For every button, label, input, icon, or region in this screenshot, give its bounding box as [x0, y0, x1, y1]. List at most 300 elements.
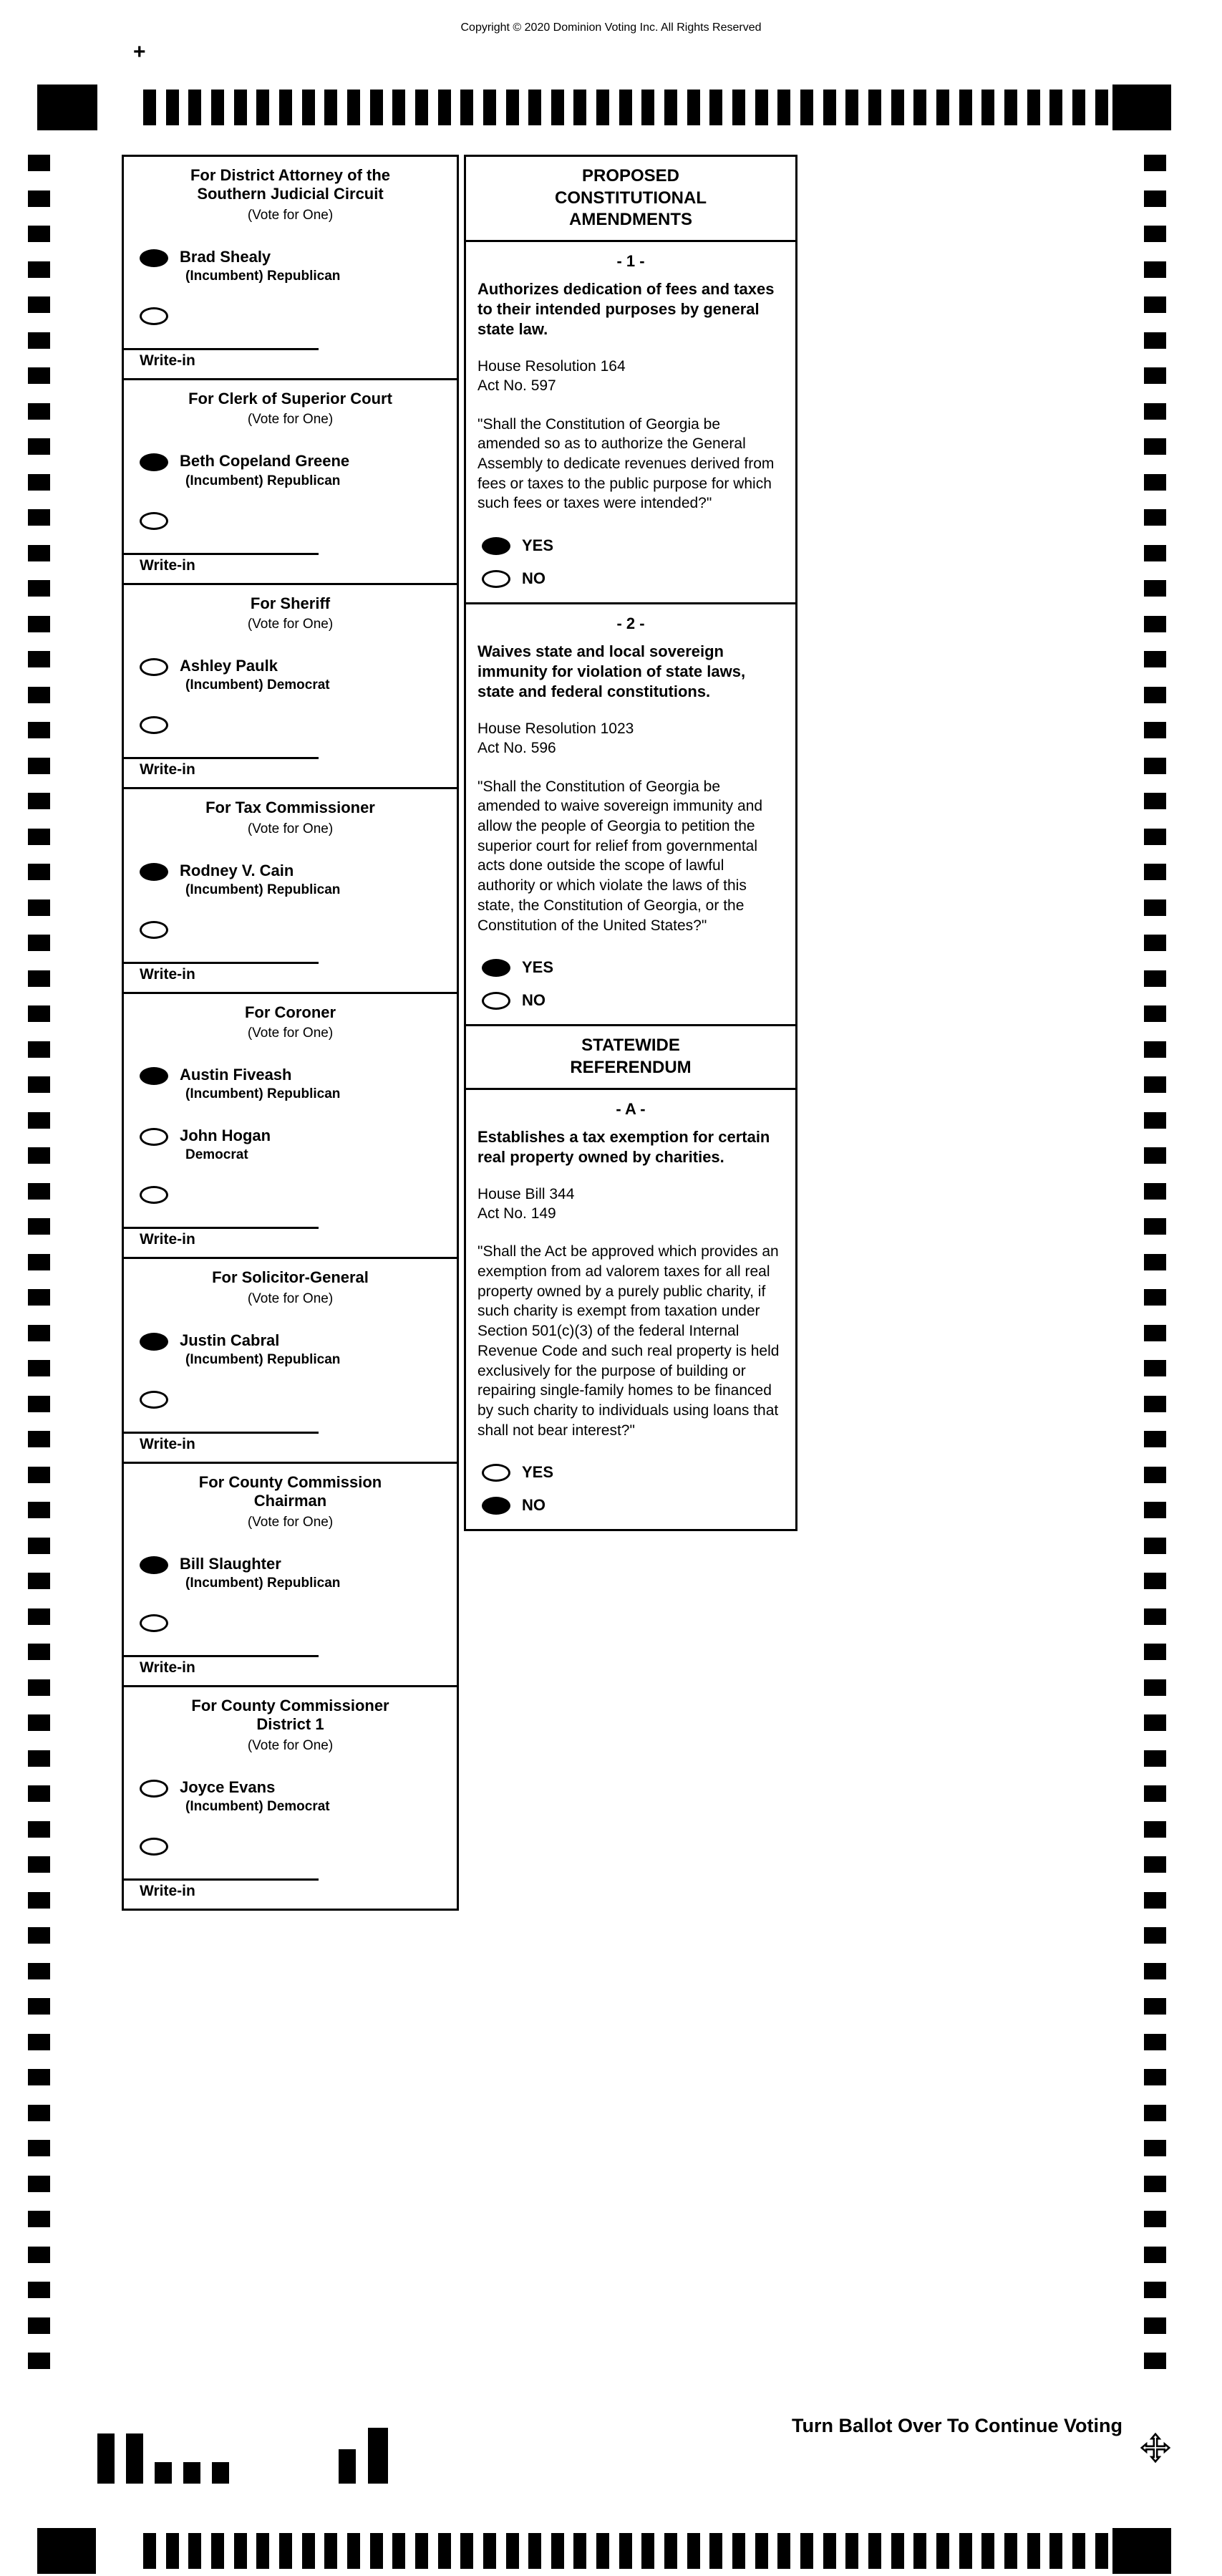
timing-mark [1144, 651, 1166, 667]
copyright-text: Copyright © 2020 Dominion Voting Inc. All Rights Reserved [460, 21, 762, 34]
timing-mark [28, 970, 50, 987]
empty-option-row [124, 1391, 457, 1409]
timing-mark [1144, 1963, 1166, 1979]
timing-mark [528, 90, 541, 125]
timing-mark [1144, 793, 1166, 809]
timing-block-bottom-left [37, 2528, 96, 2574]
candidate-detail: (Incumbent) Democrat [185, 677, 330, 693]
timing-mark [28, 1396, 50, 1412]
contest-title: For District Attorney of the Southern Judicial Circuit [190, 166, 391, 203]
timing-mark [1004, 90, 1017, 125]
empty-option-oval[interactable] [140, 307, 168, 325]
timing-mark [1144, 1289, 1166, 1306]
empty-option-oval[interactable] [140, 921, 168, 939]
timing-mark [143, 2533, 156, 2569]
candidate-detail: (Incumbent) Republican [185, 1576, 341, 1591]
timing-mark [1144, 545, 1166, 561]
measure-reference-line: Act No. 149 [477, 1205, 556, 1222]
measure-section-header [464, 155, 797, 242]
timing-mark [551, 2533, 564, 2569]
ballot-id-mark [126, 2433, 143, 2484]
write-in-line[interactable] [124, 553, 319, 555]
timing-mark [302, 90, 315, 125]
vote-for-instruction: (Vote for One) [247, 1291, 334, 1306]
candidate-oval[interactable] [140, 1128, 168, 1146]
vote-for-instruction: (Vote for One) [247, 616, 334, 632]
candidate-text [180, 1332, 340, 1368]
measure-references [477, 719, 784, 758]
contest [122, 155, 459, 380]
measure-summary: Authorizes dedication of fees and taxes to their intended purposes by general state law. [477, 280, 775, 339]
timing-mark [868, 90, 881, 125]
timing-mark [1049, 90, 1062, 125]
empty-option-oval[interactable] [140, 1186, 168, 1204]
option-oval[interactable] [482, 570, 510, 588]
timing-mark [166, 90, 179, 125]
measure-option-row [482, 1463, 784, 1482]
registration-plus-mark: + [133, 40, 146, 64]
timing-mark [664, 2533, 677, 2569]
timing-mark [1144, 1005, 1166, 1022]
timing-mark [188, 90, 201, 125]
timing-mark [1144, 1785, 1166, 1802]
timing-mark [28, 1644, 50, 1660]
timing-mark [483, 90, 496, 125]
timing-mark [324, 2533, 337, 2569]
write-in-label: Write-in [140, 965, 195, 983]
vote-for-instruction: (Vote for One) [247, 412, 334, 428]
write-in-line[interactable] [124, 962, 319, 964]
write-in-label: Write-in [140, 352, 195, 369]
measure-options [477, 1463, 784, 1515]
contest-title: For Sheriff [250, 594, 331, 612]
timing-mark [1144, 1714, 1166, 1731]
timing-mark [28, 1821, 50, 1838]
candidate-oval[interactable] [140, 1067, 168, 1085]
timing-mark [28, 1112, 50, 1129]
write-in-label: Write-in [140, 1882, 195, 1899]
timing-mark [28, 722, 50, 738]
timing-mark [28, 1927, 50, 1944]
timing-mark [28, 1147, 50, 1164]
timing-mark [438, 90, 451, 125]
timing-mark [415, 90, 428, 125]
timing-mark [959, 2533, 972, 2569]
timing-mark [823, 2533, 836, 2569]
timing-mark [687, 90, 700, 125]
timing-mark [28, 332, 50, 349]
empty-option-row [124, 921, 457, 939]
candidate-name: Joyce Evans [180, 1777, 276, 1796]
candidate-oval[interactable] [140, 1556, 168, 1574]
timing-mark [1144, 2317, 1166, 2334]
timing-mark [1144, 2353, 1166, 2369]
turn-ballot-over-instruction: Turn Ballot Over To Continue Voting [792, 2415, 1122, 2436]
empty-option-oval[interactable] [140, 1614, 168, 1632]
timing-mark [1072, 90, 1085, 125]
empty-option-row [124, 1614, 457, 1632]
measure-option-row [482, 991, 784, 1010]
timing-mark [1144, 1892, 1166, 1909]
timing-mark [188, 2533, 201, 2569]
timing-mark [28, 864, 50, 880]
candidate-detail: (Incumbent) Republican [185, 1086, 341, 1102]
timing-mark [483, 2533, 496, 2569]
timing-mark [1144, 1218, 1166, 1235]
bottom-timing-bars [143, 2533, 1108, 2569]
contest [122, 378, 459, 585]
write-in-line[interactable] [124, 757, 319, 759]
timing-mark [234, 90, 247, 125]
timing-mark [28, 1892, 50, 1909]
measure-question: "Shall the Act be approved which provides an exemption from ad valorem taxes for all real property owned by a purely public charity, if such charity is exempt from taxation under Section 501(c)(3) of the federal Internal Revenue Code and such real property is held exclusively for the purpose of building or repairing single-family homes to be financed by such charity to individuals using loans that shall not bear interest?" [477, 1243, 780, 1439]
timing-mark [1144, 2247, 1166, 2263]
write-in-area [124, 962, 457, 983]
option-oval[interactable] [482, 1497, 510, 1515]
timing-mark [1144, 2034, 1166, 2050]
timing-mark [28, 580, 50, 597]
timing-mark [28, 2034, 50, 2050]
timing-mark [166, 2533, 179, 2569]
timing-mark [143, 90, 156, 125]
timing-mark [28, 367, 50, 384]
timing-mark [709, 2533, 722, 2569]
timing-mark [1072, 2533, 1085, 2569]
timing-mark [28, 226, 50, 242]
timing-mark [1144, 1254, 1166, 1270]
timing-mark [28, 1714, 50, 1731]
measure-reference-line: House Resolution 1023 [477, 720, 634, 737]
write-in-area [124, 757, 457, 778]
measure-number: - 2 - [616, 614, 645, 633]
timing-mark [1095, 2533, 1108, 2569]
timing-mark [1144, 1467, 1166, 1483]
measure-reference-line: House Resolution 164 [477, 357, 626, 375]
empty-option-oval[interactable] [140, 512, 168, 530]
candidate-text [180, 249, 340, 284]
vote-for-instruction: (Vote for One) [247, 207, 334, 223]
timing-mark [1144, 687, 1166, 703]
left-timing-column [28, 155, 50, 2369]
timing-mark [506, 2533, 519, 2569]
write-in-line[interactable] [124, 1227, 319, 1229]
candidate-oval[interactable] [140, 453, 168, 471]
timing-mark [234, 2533, 247, 2569]
timing-block-top-left [37, 85, 97, 130]
measure-options [477, 958, 784, 1010]
option-oval[interactable] [482, 1464, 510, 1482]
timing-mark [28, 190, 50, 207]
empty-option-row [124, 1186, 457, 1204]
timing-mark [755, 90, 768, 125]
timing-mark [28, 2211, 50, 2227]
candidate-row [124, 249, 457, 284]
measure-section-header [464, 1024, 797, 1089]
timing-mark [845, 90, 858, 125]
timing-mark [28, 1005, 50, 1022]
write-in-line[interactable] [124, 1655, 319, 1657]
timing-mark [324, 90, 337, 125]
option-oval[interactable] [482, 992, 510, 1010]
timing-mark [28, 651, 50, 667]
timing-mark [1144, 1396, 1166, 1412]
candidate-name: Justin Cabral [180, 1331, 280, 1349]
measure [464, 1088, 797, 1532]
timing-mark [1144, 1147, 1166, 1164]
candidate-text [180, 1127, 271, 1163]
timing-mark [438, 2533, 451, 2569]
timing-mark [211, 2533, 224, 2569]
candidate-name: Beth Copeland Greene [180, 452, 350, 471]
contest-title: For County Commission Chairman [198, 1473, 382, 1510]
write-in-label: Write-in [140, 556, 195, 574]
timing-mark [1144, 438, 1166, 455]
timing-mark [28, 616, 50, 632]
measure-section-header-text: PROPOSED CONSTITUTIONAL AMENDMENTS [555, 166, 707, 230]
candidate-oval[interactable] [140, 249, 168, 267]
option-oval[interactable] [482, 959, 510, 977]
timing-mark [347, 90, 360, 125]
measure-reference-line: House Bill 344 [477, 1185, 575, 1202]
candidate-row [124, 1556, 457, 1591]
timing-mark [1144, 1360, 1166, 1376]
timing-mark [1144, 1644, 1166, 1660]
timing-mark [777, 2533, 790, 2569]
empty-option-row [124, 512, 457, 530]
timing-mark [28, 261, 50, 278]
timing-mark [1144, 2282, 1166, 2298]
timing-mark [1144, 829, 1166, 845]
timing-mark [28, 1502, 50, 1518]
write-in-label: Write-in [140, 1659, 195, 1677]
write-in-line[interactable] [124, 1432, 319, 1434]
candidate-text [180, 862, 340, 898]
write-in-area [124, 1432, 457, 1453]
contest-title: For Solicitor-General [212, 1268, 369, 1287]
timing-mark [28, 1573, 50, 1589]
timing-mark [28, 2105, 50, 2121]
option-label: YES [522, 958, 554, 977]
timing-mark [28, 1785, 50, 1802]
timing-mark [28, 1431, 50, 1447]
timing-mark [1144, 509, 1166, 526]
timing-mark [1144, 332, 1166, 349]
timing-mark [732, 2533, 745, 2569]
timing-mark [506, 90, 519, 125]
timing-mark [641, 90, 654, 125]
candidate-text [180, 1066, 340, 1102]
timing-mark [823, 90, 836, 125]
timing-mark [1144, 935, 1166, 951]
timing-mark [1144, 474, 1166, 491]
timing-mark [687, 2533, 700, 2569]
option-oval[interactable] [482, 537, 510, 555]
candidate-oval[interactable] [140, 1780, 168, 1798]
four-way-arrow-icon [1140, 2432, 1171, 2464]
timing-mark [302, 2533, 315, 2569]
timing-mark [28, 1608, 50, 1625]
candidate-text [180, 453, 349, 488]
timing-mark [868, 2533, 881, 2569]
candidate-row [124, 863, 457, 898]
timing-mark [936, 2533, 949, 2569]
timing-mark [573, 90, 586, 125]
candidate-oval[interactable] [140, 1333, 168, 1351]
timing-mark [777, 90, 790, 125]
write-in-label: Write-in [140, 761, 195, 778]
candidate-name: Rodney V. Cain [180, 861, 294, 879]
timing-mark [1144, 2211, 1166, 2227]
timing-mark [28, 545, 50, 561]
empty-option-row [124, 716, 457, 734]
measure-number: - 1 - [616, 252, 645, 271]
timing-mark [28, 2140, 50, 2156]
timing-mark [1144, 1573, 1166, 1589]
timing-mark [1027, 2533, 1040, 2569]
ballot-id-mark [339, 2449, 356, 2484]
candidate-detail: (Incumbent) Republican [185, 1352, 341, 1368]
contest [122, 1462, 459, 1687]
measure-reference-line: Act No. 597 [477, 377, 556, 395]
contest [122, 787, 459, 994]
candidate-name: Ashley Paulk [180, 656, 278, 675]
option-label: NO [522, 569, 545, 588]
timing-mark [28, 2282, 50, 2298]
timing-mark [1144, 1927, 1166, 1944]
timing-mark [28, 438, 50, 455]
timing-mark [28, 2247, 50, 2263]
measure-summary: Waives state and local sovereign immunity for violation of state laws, state and federal constitutions. [477, 642, 746, 701]
candidate-detail: Democrat [185, 1147, 248, 1163]
timing-mark [28, 1750, 50, 1767]
timing-mark [28, 1538, 50, 1554]
option-label: YES [522, 536, 554, 555]
measure-option-row [482, 536, 784, 555]
contest [122, 992, 459, 1260]
timing-mark [1144, 1041, 1166, 1058]
measure [464, 240, 797, 604]
candidate-text [180, 1555, 340, 1591]
timing-mark [1144, 899, 1166, 916]
write-in-area [124, 553, 457, 574]
timing-mark [28, 1963, 50, 1979]
timing-mark [709, 90, 722, 125]
measure-options [477, 536, 784, 588]
timing-mark [1144, 1608, 1166, 1625]
timing-mark [800, 90, 813, 125]
candidate-text [180, 1779, 330, 1815]
timing-mark [1144, 970, 1166, 987]
timing-mark [800, 2533, 813, 2569]
timing-mark [28, 1041, 50, 1058]
candidate-oval[interactable] [140, 863, 168, 881]
timing-mark [1049, 2533, 1062, 2569]
timing-mark [28, 1679, 50, 1696]
empty-option-row [124, 1838, 457, 1856]
timing-mark [256, 2533, 269, 2569]
vote-for-instruction: (Vote for One) [247, 1026, 334, 1041]
timing-mark [1144, 190, 1166, 207]
timing-mark [1144, 261, 1166, 278]
timing-mark [28, 935, 50, 951]
timing-mark [1144, 296, 1166, 313]
contest-title: For Clerk of Superior Court [188, 389, 392, 407]
candidate-name: Bill Slaughter [180, 1554, 281, 1573]
timing-mark [1004, 2533, 1017, 2569]
write-in-line[interactable] [124, 348, 319, 350]
write-in-area [124, 1655, 457, 1677]
timing-mark [1027, 90, 1040, 125]
timing-mark [28, 899, 50, 916]
timing-mark [1144, 616, 1166, 632]
timing-mark [28, 1254, 50, 1270]
timing-mark [573, 2533, 586, 2569]
option-label: NO [522, 991, 545, 1010]
contest [122, 583, 459, 790]
timing-mark [28, 474, 50, 491]
ballot-id-mark [183, 2462, 200, 2484]
candidate-row [124, 1128, 457, 1163]
timing-mark [1144, 580, 1166, 597]
timing-mark [392, 90, 405, 125]
timing-mark [1095, 90, 1108, 125]
timing-mark [959, 90, 972, 125]
write-in-label: Write-in [140, 1436, 195, 1453]
timing-mark [528, 2533, 541, 2569]
write-in-label: Write-in [140, 1231, 195, 1248]
measure-option-row [482, 569, 784, 588]
ballot-id-mark [368, 2428, 388, 2484]
timing-mark [755, 2533, 768, 2569]
timing-mark [596, 90, 609, 125]
candidate-row [124, 1333, 457, 1368]
timing-mark [28, 1076, 50, 1093]
measure [464, 602, 797, 1026]
timing-mark [1144, 1183, 1166, 1200]
timing-mark [28, 1325, 50, 1341]
timing-mark [1144, 2105, 1166, 2121]
measure-option-row [482, 1496, 784, 1515]
candidate-oval[interactable] [140, 658, 168, 676]
candidate-name: Brad Shealy [180, 247, 271, 266]
empty-option-oval[interactable] [140, 1391, 168, 1409]
measure-question: "Shall the Constitution of Georgia be amended so as to authorize the General Assembly to dedicate revenues derived from fees or taxes to the public purpose for which such fees or taxes were intended?" [477, 415, 775, 512]
candidate-row [124, 658, 457, 693]
vote-for-instruction: (Vote for One) [247, 821, 334, 836]
candidate-detail: (Incumbent) Republican [185, 268, 341, 284]
timing-mark [913, 90, 926, 125]
timing-mark [28, 2069, 50, 2085]
candidate-detail: (Incumbent) Democrat [185, 1798, 330, 1814]
timing-mark [28, 758, 50, 774]
measure-question: "Shall the Constitution of Georgia be amended to waive sovereign immunity and allow the people of Georgia to petition the superior court for relief from governmental acts done outside the scope of lawful authority or which violate the laws of this state, the Constitution of Georgia, or the Constitution of the United States?" [477, 778, 763, 934]
candidate-row [124, 1067, 457, 1102]
timing-mark [1144, 367, 1166, 384]
ballot-id-mark [97, 2433, 115, 2484]
timing-mark [279, 90, 292, 125]
timing-mark [1144, 864, 1166, 880]
contest-title: For Coroner [244, 1003, 336, 1021]
timing-mark [28, 1360, 50, 1376]
candidate-detail: (Incumbent) Republican [185, 473, 341, 488]
timing-mark [28, 2176, 50, 2192]
measure-references [477, 1185, 784, 1224]
write-in-line[interactable] [124, 1878, 319, 1881]
empty-option-oval[interactable] [140, 1838, 168, 1856]
timing-mark [28, 1856, 50, 1873]
empty-option-oval[interactable] [140, 716, 168, 734]
vote-for-instruction: (Vote for One) [247, 1737, 334, 1753]
